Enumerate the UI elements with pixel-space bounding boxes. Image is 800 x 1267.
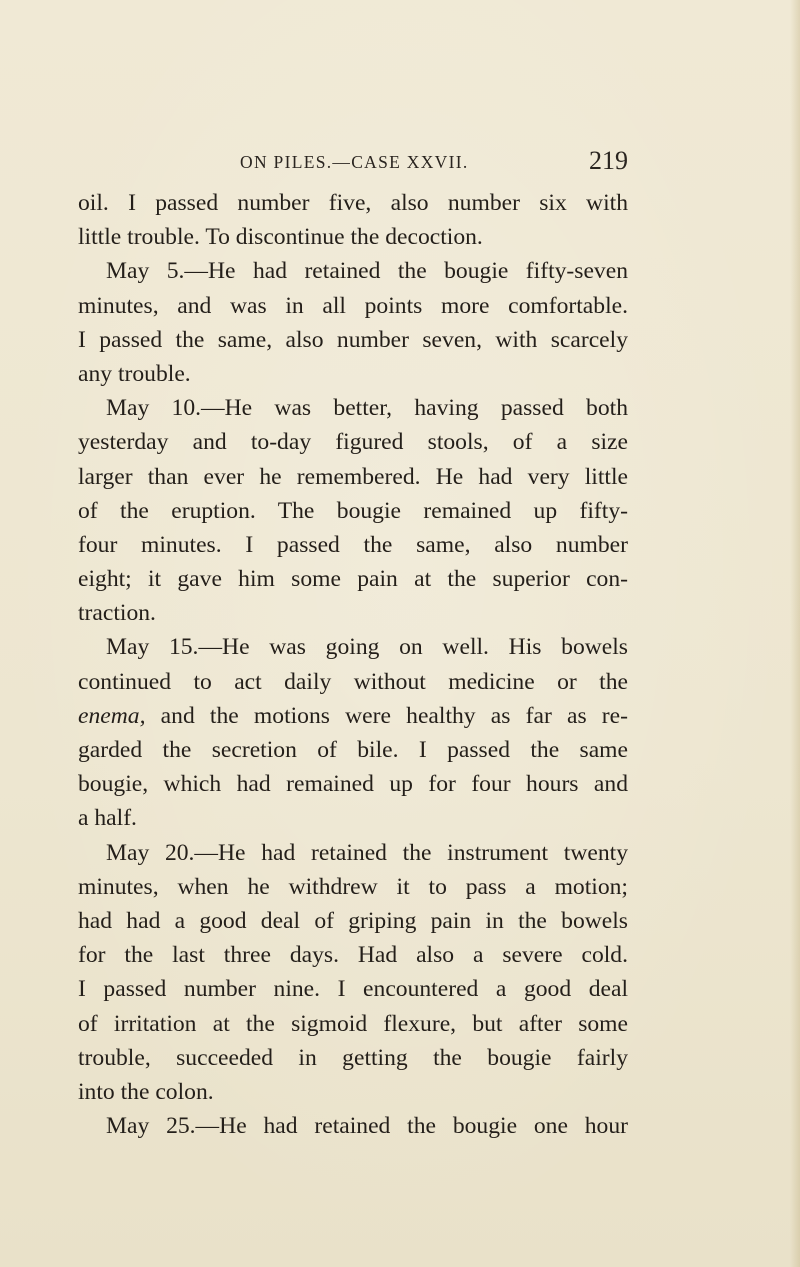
body-text	[78, 186, 628, 1143]
text-line: any trouble.	[78, 360, 191, 387]
text-line: for the last three days. Had also a severe cold.	[78, 942, 628, 969]
text-line: traction.	[78, 600, 156, 627]
text-line: I passed number nine. I encountered a good deal	[78, 976, 628, 1003]
text-line: minutes, and was in all points more comfortable.	[78, 292, 628, 319]
running-head: ON PILES.—CASE XXVII.	[240, 152, 469, 172]
text-line: May 10.—He was better, having passed both	[106, 395, 628, 422]
text-line: of the eruption. The bougie remained up fifty-	[78, 497, 628, 524]
text-line: May 25.—He had retained the bougie one hour	[106, 1113, 628, 1140]
text-line: May 20.—He had retained the instrument twenty	[106, 839, 628, 866]
text-line: eight; it gave him some pain at the superior con-	[78, 566, 628, 593]
text-line: garded the secretion of bile. I passed the same	[78, 737, 628, 763]
text-line: four minutes. I passed the same, also number	[78, 531, 628, 558]
text-line: enema, and the motions were healthy as far as re-	[78, 702, 628, 729]
text-line: yesterday and to-day figured stools, of a size	[78, 429, 628, 456]
italic-word-enema: enema,	[78, 702, 146, 729]
text-line: little trouble. To discontinue the decoction.	[78, 224, 483, 251]
text-line: trouble, succeeded in getting the bougie fairly	[78, 1044, 628, 1071]
page-header	[240, 146, 628, 180]
text-line: I passed the same, also number seven, with scarcely	[78, 326, 628, 353]
page-number: 219	[589, 146, 628, 175]
text-line: minutes, when he withdrew it to pass a motion;	[78, 873, 628, 900]
text-line: May 15.—He was going on well. His bowels	[106, 634, 628, 661]
page-edge-shadow	[790, 0, 800, 1267]
text-line: of irritation at the sigmoid flexure, but after some	[78, 1010, 628, 1037]
text-line: continued to act daily without medicine or the	[78, 668, 628, 695]
text-line: oil. I passed number five, also number six with	[78, 190, 628, 216]
text-line: May 5.—He had retained the bougie fifty-seven	[106, 258, 628, 285]
text-line: larger than ever he remembered. He had very little	[78, 463, 628, 490]
text-line: bougie, which had remained up for four hours and	[78, 771, 628, 798]
text-line: into the colon.	[78, 1078, 214, 1105]
text-line: had had a good deal of griping pain in the bowels	[78, 907, 628, 934]
text-line: a half.	[78, 805, 137, 832]
